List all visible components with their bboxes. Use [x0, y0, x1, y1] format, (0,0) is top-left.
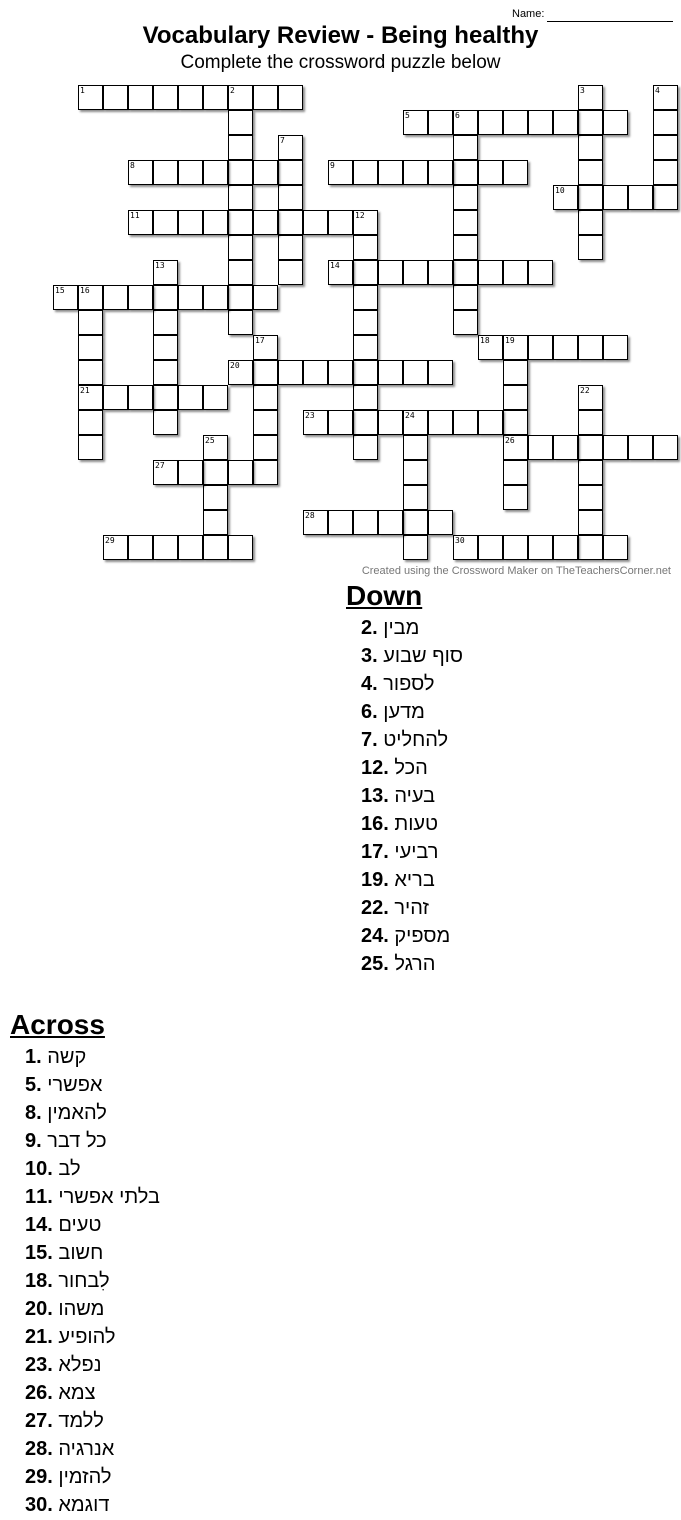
clue-text: להאמין	[47, 1102, 107, 1124]
grid-cell[interactable]	[153, 535, 178, 560]
grid-cell[interactable]	[228, 110, 253, 135]
clue-item	[25, 1295, 160, 1323]
clue-number: 11.	[25, 1186, 53, 1208]
grid-cell[interactable]	[253, 360, 278, 385]
grid-cell[interactable]	[403, 435, 428, 460]
grid-cell[interactable]	[553, 110, 578, 135]
clue-text: להחליט	[383, 729, 449, 751]
clue-number-label: 6	[455, 111, 460, 120]
clue-number-label: 16	[80, 286, 90, 295]
grid-cell[interactable]	[353, 360, 378, 385]
grid-cell[interactable]	[503, 110, 528, 135]
grid-cell[interactable]	[528, 535, 553, 560]
clue-number: 7.	[361, 729, 378, 751]
grid-cell[interactable]	[503, 385, 528, 410]
clue-text: אפשרי	[47, 1074, 103, 1096]
grid-cell[interactable]	[428, 110, 453, 135]
grid-cell[interactable]	[203, 460, 228, 485]
grid-cell[interactable]	[453, 260, 478, 285]
clue-item	[25, 1407, 160, 1435]
grid-cell[interactable]	[453, 185, 478, 210]
clue-number: 4.	[361, 673, 378, 695]
grid-cell[interactable]	[503, 410, 528, 435]
grid-cell[interactable]	[653, 135, 678, 160]
grid-cell[interactable]	[253, 160, 278, 185]
clue-text: ללמד	[58, 1410, 104, 1432]
grid-cell[interactable]	[278, 360, 303, 385]
credit-text: Created using the Crossword Maker on TheTeachersCorner.net	[361, 565, 671, 577]
clue-number: 30.	[25, 1494, 53, 1516]
grid-cell[interactable]	[253, 435, 278, 460]
grid-cell[interactable]	[178, 460, 203, 485]
clue-text: לספור	[383, 673, 435, 695]
grid-cell[interactable]	[628, 435, 653, 460]
clue-text: לב	[58, 1158, 81, 1180]
clue-number-label: 21	[80, 386, 90, 395]
grid-cell[interactable]	[178, 85, 203, 110]
grid-cell[interactable]	[578, 160, 603, 185]
clue-number: 9.	[25, 1130, 42, 1152]
grid-cell[interactable]	[578, 435, 603, 460]
clue-number: 5.	[25, 1074, 42, 1096]
grid-cell[interactable]	[253, 460, 278, 485]
grid-cell[interactable]	[478, 260, 503, 285]
clue-item	[25, 1071, 160, 1099]
clue-item	[25, 1183, 160, 1211]
clue-text: משהו	[58, 1298, 105, 1320]
grid-cell[interactable]	[403, 485, 428, 510]
grid-cell[interactable]	[503, 360, 528, 385]
grid-cell[interactable]	[603, 110, 628, 135]
grid-cell[interactable]	[153, 385, 178, 410]
clue-text: נפלא	[58, 1354, 102, 1376]
grid-cell[interactable]	[78, 410, 103, 435]
grid-cell[interactable]	[128, 535, 153, 560]
clue-item	[361, 838, 463, 866]
grid-cell[interactable]	[628, 185, 653, 210]
clue-text: חשוב	[58, 1242, 104, 1264]
grid-cell[interactable]	[328, 360, 353, 385]
clue-number-label: 10	[555, 186, 565, 195]
clue-text: זהיר	[394, 897, 429, 919]
grid-cell[interactable]	[453, 310, 478, 335]
clue-text: מספיק	[394, 925, 451, 947]
clue-item	[25, 1379, 160, 1407]
clue-number: 22.	[361, 897, 389, 919]
clue-text: בריא	[394, 869, 435, 891]
clue-item	[25, 1351, 160, 1379]
grid-cell[interactable]	[203, 385, 228, 410]
grid-cell[interactable]	[278, 85, 303, 110]
clue-item	[361, 754, 463, 782]
grid-cell[interactable]	[578, 510, 603, 535]
clue-number-label: 2	[230, 86, 235, 95]
clue-number: 15.	[25, 1242, 53, 1264]
grid-cell[interactable]	[178, 385, 203, 410]
across-clue-list	[25, 1043, 160, 1519]
grid-cell[interactable]	[253, 385, 278, 410]
grid-cell[interactable]	[278, 160, 303, 185]
grid-cell[interactable]	[328, 510, 353, 535]
grid-cell[interactable]	[353, 435, 378, 460]
grid-cell[interactable]	[253, 285, 278, 310]
grid-cell[interactable]	[403, 535, 428, 560]
grid-cell[interactable]	[603, 435, 628, 460]
grid-cell[interactable]	[578, 460, 603, 485]
clue-item	[25, 1435, 160, 1463]
name-label: Name:	[512, 8, 545, 20]
grid-cell[interactable]	[578, 335, 603, 360]
grid-cell[interactable]	[278, 185, 303, 210]
grid-cell[interactable]	[103, 385, 128, 410]
grid-cell[interactable]	[653, 435, 678, 460]
clue-number-label: 4	[655, 86, 660, 95]
grid-cell[interactable]	[253, 210, 278, 235]
clue-number: 10.	[25, 1158, 53, 1180]
grid-cell[interactable]	[528, 110, 553, 135]
grid-cell[interactable]	[453, 210, 478, 235]
grid-cell[interactable]	[453, 135, 478, 160]
grid-cell[interactable]	[153, 210, 178, 235]
grid-cell[interactable]	[653, 110, 678, 135]
grid-cell[interactable]	[353, 260, 378, 285]
grid-cell[interactable]	[453, 285, 478, 310]
grid-cell[interactable]	[603, 335, 628, 360]
clue-number: 16.	[361, 813, 389, 835]
grid-cell[interactable]	[153, 310, 178, 335]
grid-cell[interactable]	[403, 260, 428, 285]
grid-cell[interactable]	[253, 85, 278, 110]
grid-cell[interactable]	[453, 160, 478, 185]
clue-text: מבין	[383, 617, 420, 639]
clue-item	[361, 614, 463, 642]
grid-cell[interactable]	[478, 160, 503, 185]
clue-number-label: 11	[130, 211, 140, 220]
grid-cell[interactable]	[228, 135, 253, 160]
grid-cell[interactable]	[278, 235, 303, 260]
grid-cell[interactable]	[603, 535, 628, 560]
down-clue-list	[361, 614, 463, 978]
clue-number-label: 12	[355, 211, 365, 220]
clue-number: 28.	[25, 1438, 53, 1460]
grid-cell[interactable]	[353, 410, 378, 435]
grid-cell[interactable]	[78, 360, 103, 385]
clue-number: 14.	[25, 1214, 53, 1236]
grid-cell[interactable]	[528, 335, 553, 360]
clue-text: כל דבר	[47, 1130, 107, 1152]
clue-item	[361, 810, 463, 838]
clue-text: רביעי	[394, 841, 439, 863]
clue-item	[25, 1491, 160, 1519]
clue-text: הכל	[394, 757, 428, 779]
grid-cell[interactable]	[153, 285, 178, 310]
grid-cell[interactable]	[478, 535, 503, 560]
grid-cell[interactable]	[78, 435, 103, 460]
clue-number-label: 25	[205, 436, 215, 445]
clue-item	[361, 670, 463, 698]
clue-number: 25.	[361, 953, 389, 975]
grid-cell[interactable]	[403, 510, 428, 535]
crossword-grid	[0, 0, 681, 580]
grid-cell[interactable]	[203, 210, 228, 235]
grid-cell[interactable]	[253, 410, 278, 435]
clue-number-label: 24	[405, 411, 415, 420]
grid-cell[interactable]	[128, 85, 153, 110]
grid-cell[interactable]	[178, 535, 203, 560]
page-subtitle: Complete the crossword puzzle below	[180, 52, 501, 73]
clue-number-label: 20	[230, 361, 240, 370]
grid-cell[interactable]	[478, 410, 503, 435]
grid-cell[interactable]	[228, 535, 253, 560]
clue-text: לִבחור	[58, 1270, 110, 1292]
clue-number-label: 8	[130, 161, 135, 170]
clue-number: 17.	[361, 841, 389, 863]
grid-cell[interactable]	[403, 360, 428, 385]
grid-cell[interactable]	[553, 335, 578, 360]
grid-cell[interactable]	[578, 235, 603, 260]
grid-cell[interactable]	[228, 235, 253, 260]
grid-cell[interactable]	[503, 535, 528, 560]
clue-text: דוגמא	[58, 1494, 110, 1516]
grid-cell[interactable]	[578, 185, 603, 210]
grid-cell[interactable]	[478, 110, 503, 135]
grid-cell[interactable]	[103, 85, 128, 110]
grid-cell[interactable]	[228, 160, 253, 185]
clue-item	[361, 922, 463, 950]
clue-text: מדען	[383, 701, 425, 723]
grid-cell[interactable]	[328, 210, 353, 235]
grid-cell[interactable]	[378, 510, 403, 535]
grid-cell[interactable]	[303, 210, 328, 235]
grid-cell[interactable]	[153, 335, 178, 360]
page-title: Vocabulary Review - Being healthy	[142, 22, 539, 49]
clue-number: 3.	[361, 645, 378, 667]
grid-cell[interactable]	[578, 485, 603, 510]
grid-cell[interactable]	[578, 110, 603, 135]
clue-number: 2.	[361, 617, 378, 639]
clue-number: 19.	[361, 869, 389, 891]
clue-number-label: 9	[330, 161, 335, 170]
grid-cell[interactable]	[503, 460, 528, 485]
clue-number-label: 18	[480, 336, 490, 345]
clue-number: 18.	[25, 1270, 53, 1292]
clue-text: קשה	[47, 1046, 87, 1068]
clue-number: 12.	[361, 757, 389, 779]
clue-item	[361, 950, 463, 978]
clue-number: 13.	[361, 785, 389, 807]
grid-cell[interactable]	[578, 135, 603, 160]
clue-number-label: 1	[80, 86, 85, 95]
clue-number: 23.	[25, 1354, 53, 1376]
grid-cell[interactable]	[653, 185, 678, 210]
grid-cell[interactable]	[203, 510, 228, 535]
clue-item	[361, 698, 463, 726]
clue-number-label: 22	[580, 386, 590, 395]
clue-item	[361, 726, 463, 754]
grid-cell[interactable]	[428, 160, 453, 185]
clue-text: סוף שבוע	[383, 645, 463, 667]
grid-cell[interactable]	[353, 385, 378, 410]
clue-text: טעות	[394, 813, 439, 835]
clue-item	[25, 1323, 160, 1351]
grid-cell[interactable]	[228, 210, 253, 235]
grid-cell[interactable]	[178, 210, 203, 235]
grid-cell[interactable]	[228, 185, 253, 210]
grid-cell[interactable]	[578, 210, 603, 235]
grid-cell[interactable]	[278, 210, 303, 235]
clue-text: להזמין	[58, 1466, 112, 1488]
grid-cell[interactable]	[453, 235, 478, 260]
clue-text: הרגל	[394, 953, 436, 975]
grid-cell[interactable]	[378, 160, 403, 185]
grid-cell[interactable]	[153, 160, 178, 185]
clue-number: 24.	[361, 925, 389, 947]
clue-number-label: 7	[280, 136, 285, 145]
grid-cell[interactable]	[228, 260, 253, 285]
grid-cell[interactable]	[428, 410, 453, 435]
clue-text: בלתי אפשרי	[58, 1186, 160, 1208]
grid-cell[interactable]	[353, 160, 378, 185]
grid-cell[interactable]	[528, 435, 553, 460]
grid-cell[interactable]	[203, 160, 228, 185]
grid-cell[interactable]	[203, 85, 228, 110]
grid-cell[interactable]	[428, 360, 453, 385]
grid-cell[interactable]	[428, 510, 453, 535]
grid-cell[interactable]	[503, 260, 528, 285]
clue-number-label: 15	[55, 286, 65, 295]
across-heading: Across	[10, 1009, 105, 1040]
clue-item	[361, 894, 463, 922]
grid-cell[interactable]	[553, 435, 578, 460]
clue-number: 20.	[25, 1298, 53, 1320]
grid-cell[interactable]	[353, 310, 378, 335]
grid-cell[interactable]	[153, 410, 178, 435]
grid-cell[interactable]	[203, 485, 228, 510]
clue-item	[25, 1239, 160, 1267]
grid-cell[interactable]	[378, 360, 403, 385]
clue-number: 1.	[25, 1046, 42, 1068]
clue-number-label: 23	[305, 411, 315, 420]
clue-item	[25, 1127, 160, 1155]
grid-cell[interactable]	[178, 285, 203, 310]
grid-cell[interactable]	[78, 335, 103, 360]
grid-cell[interactable]	[428, 260, 453, 285]
grid-cell[interactable]	[128, 385, 153, 410]
clue-item	[25, 1211, 160, 1239]
clue-item	[25, 1043, 160, 1071]
clue-item	[25, 1155, 160, 1183]
clue-number-label: 5	[405, 111, 410, 120]
grid-cell[interactable]	[228, 460, 253, 485]
grid-cell[interactable]	[403, 160, 428, 185]
clue-text: אנרגיה	[58, 1438, 115, 1460]
grid-cell[interactable]	[453, 410, 478, 435]
grid-cell[interactable]	[178, 160, 203, 185]
clue-number: 27.	[25, 1410, 53, 1432]
clue-number: 26.	[25, 1382, 53, 1404]
grid-cell[interactable]	[503, 485, 528, 510]
clue-number: 8.	[25, 1102, 42, 1124]
grid-cell[interactable]	[203, 285, 228, 310]
grid-cell[interactable]	[378, 410, 403, 435]
grid-cell[interactable]	[328, 410, 353, 435]
clue-text: להופיע	[58, 1326, 116, 1348]
grid-cell[interactable]	[153, 360, 178, 385]
grid-cell[interactable]	[103, 285, 128, 310]
grid-cell[interactable]	[403, 460, 428, 485]
clue-text: צמא	[58, 1382, 96, 1404]
grid-cell[interactable]	[578, 410, 603, 435]
clue-item	[25, 1099, 160, 1127]
clue-text: בעיה	[394, 785, 436, 807]
grid-cell[interactable]	[378, 260, 403, 285]
clue-item	[361, 782, 463, 810]
clue-number-label: 17	[255, 336, 265, 345]
clue-number-label: 14	[330, 261, 340, 270]
grid-cell[interactable]	[228, 285, 253, 310]
clue-number-label: 27	[155, 461, 165, 470]
grid-cell[interactable]	[528, 260, 553, 285]
grid-cell[interactable]	[578, 535, 603, 560]
grid-cell[interactable]	[603, 185, 628, 210]
clue-number-label: 3	[580, 86, 585, 95]
grid-cell[interactable]	[353, 510, 378, 535]
grid-cell[interactable]	[653, 160, 678, 185]
clue-item	[361, 642, 463, 670]
down-heading: Down	[346, 580, 423, 611]
grid-cell[interactable]	[78, 310, 103, 335]
clue-text: טעים	[58, 1214, 102, 1236]
grid-cell[interactable]	[553, 535, 578, 560]
clue-item	[361, 866, 463, 894]
clue-number-label: 13	[155, 261, 165, 270]
grid-cell[interactable]	[228, 310, 253, 335]
grid-cell[interactable]	[203, 535, 228, 560]
grid-cell[interactable]	[278, 260, 303, 285]
clue-number-label: 29	[105, 536, 115, 545]
grid-cell[interactable]	[353, 235, 378, 260]
clue-number: 29.	[25, 1466, 53, 1488]
grid-cell[interactable]	[128, 285, 153, 310]
grid-cell[interactable]	[303, 360, 328, 385]
clue-number: 6.	[361, 701, 378, 723]
grid-cell[interactable]	[503, 160, 528, 185]
clue-number-label: 19	[505, 336, 515, 345]
clue-number: 21.	[25, 1326, 53, 1348]
clue-number-label: 26	[505, 436, 515, 445]
grid-cell[interactable]	[153, 85, 178, 110]
clue-item	[25, 1463, 160, 1491]
clue-item	[25, 1267, 160, 1295]
grid-cell[interactable]	[353, 285, 378, 310]
clue-number-label: 28	[305, 511, 315, 520]
clue-number-label: 30	[455, 536, 465, 545]
grid-cell[interactable]	[353, 335, 378, 360]
